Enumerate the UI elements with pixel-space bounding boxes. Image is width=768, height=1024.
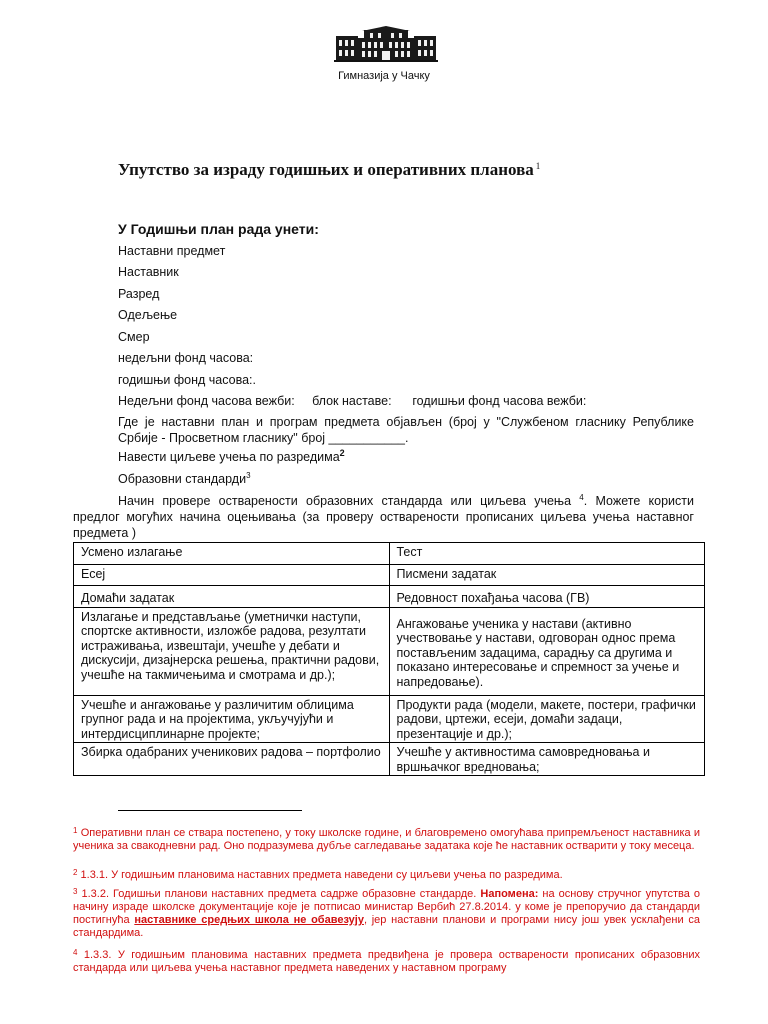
field-grade: Разред xyxy=(118,287,160,301)
table-cell: Учешће и ангажовање у различитим облицима групног рада и на пројектима, укључујући и интердисциплинарне пројекте; xyxy=(74,695,390,743)
footnote-3-text-a: 1.3.2. Годишњи планови наставних предмета садрже образовне стандарде. xyxy=(81,888,481,900)
footnote-4-number: 4 xyxy=(73,948,78,957)
table-cell: Учешће у активностима самовредновања и вршњачког вредновања; xyxy=(389,743,705,776)
table-row xyxy=(74,543,705,565)
table-row xyxy=(74,695,705,743)
footnote-3-note-label: Напомена: xyxy=(480,888,539,900)
field-subject: Наставни предмет xyxy=(118,244,226,258)
table-row xyxy=(74,743,705,776)
table-row xyxy=(74,565,705,586)
goals-text: Навести циљеве учења по разредима xyxy=(118,450,340,464)
standards-footnote-ref: 3 xyxy=(246,471,251,480)
footnote-1-number: 1 xyxy=(73,826,78,835)
footnote-3 xyxy=(73,885,700,940)
table-cell: Есеј xyxy=(74,565,390,586)
table-row xyxy=(74,607,705,695)
assessment-paragraph xyxy=(73,490,694,541)
table-cell: Писмени задатак xyxy=(389,565,705,586)
standards-text: Образовни стандарди xyxy=(118,472,247,486)
school-name: Гимназија у Чачку xyxy=(338,70,430,82)
footnote-2-number: 2 xyxy=(73,868,78,877)
title-footnote-ref: 1 xyxy=(535,161,541,171)
table-cell: Ангажовање ученика у настави (активно учествовање у настави, одговоран однос према постављеним задацима, сарадњу са другима и показано интересовање и спремност за учење и напредовање). xyxy=(389,607,705,695)
document-title xyxy=(118,160,540,180)
assessment-text-b: . Можете користи предлог могућих начина оцењивања (за проверу остварености прописаних циљева учења наставног предмета ) xyxy=(73,494,694,540)
document-title-text: Упутство за израду годишњих и оперативних планова xyxy=(118,160,534,179)
program-paragraph: Где је наставни план и програм предмета објављен (број у "Службеном гласнику Републике Србије - Просветном гласнику" број ___________. xyxy=(118,415,694,445)
assessment-text-a: Начин провере остварености образовних стандарда или циљева учења xyxy=(118,494,580,508)
field-teacher: Наставник xyxy=(118,265,179,279)
assessment-footnote-ref: 4 xyxy=(579,493,584,502)
field-annual-hours: годишњи фонд часова:. xyxy=(118,373,256,387)
table-cell: Збирка одабраних ученикових радова – портфолио xyxy=(74,743,390,776)
footnote-2 xyxy=(73,866,700,882)
field-track: Смер xyxy=(118,330,150,344)
table-cell: Усмено излагање xyxy=(74,543,390,565)
section-heading: У Годишњи план рада унети: xyxy=(118,221,319,237)
goals-line xyxy=(118,448,345,464)
field-class: Одељење xyxy=(118,308,178,322)
footnote-4-text: 1.3.3. У годишњим плановима наставних предмета предвиђена је провера остварености прописаних образовних стандарда или циљева учења наставног предмета наведених у наставном програму xyxy=(73,949,700,974)
footnote-3-text-b: на основу стручног упутства о начину израде школске документације које је потписао министар Вербић 27.8.2014. у коме је препоручио да стандарди постигнућа xyxy=(73,888,700,926)
field-weekly-hours: недељни фонд часова: xyxy=(118,351,254,365)
table-cell: Продукти рада (модели, макете, постери, графички радови, цртежи, есеји, домаћи задаци, презентације и др.); xyxy=(389,695,705,743)
standards-line xyxy=(118,471,251,486)
table-cell: Домаћи задатак xyxy=(74,586,390,608)
footnote-separator xyxy=(118,810,302,811)
footnote-2-text: 1.3.1. У годишњим плановима наставних предмета наведени су циљеви учења по разредима. xyxy=(80,869,563,881)
table-row xyxy=(74,586,705,608)
footnote-1 xyxy=(73,824,700,853)
goals-footnote-ref: 2 xyxy=(339,448,345,458)
footnote-4 xyxy=(73,946,700,975)
table-cell: Редовност похађања часова (ГВ) xyxy=(389,586,705,608)
footnote-3-text-c: , јер наставни планови и програми нису још увек усклађени са стандардима. xyxy=(73,914,700,939)
footnote-3-emphasis: наставнике средњих школа не обавезују xyxy=(134,914,364,926)
footnote-1-text: Оперативни план се ствара постепено, у току школске године, и благовремено омогућава припремљеност наставника и ученика за свакодневни рад. Оно подразумева дубље сагледавање задатака које ће наставник остварити у току месеца. xyxy=(73,827,700,852)
school-building-logo xyxy=(334,26,438,62)
table-cell: Излагање и представљање (уметнички наступи, спортске активности, изложбе радова, резултати истраживања, извештаји, учешће у дебати и дискусији, дизајнерска решења, практични радови, учешће на такмичењима и смотрама и др.); xyxy=(74,607,390,695)
table-cell: Тест xyxy=(389,543,705,565)
footnote-3-number: 3 xyxy=(73,887,78,896)
assessment-methods-table xyxy=(73,542,705,776)
field-exercise-hours: Недељни фонд часова вежби: блок наставе: годишњи фонд часова вежби: xyxy=(118,394,587,408)
